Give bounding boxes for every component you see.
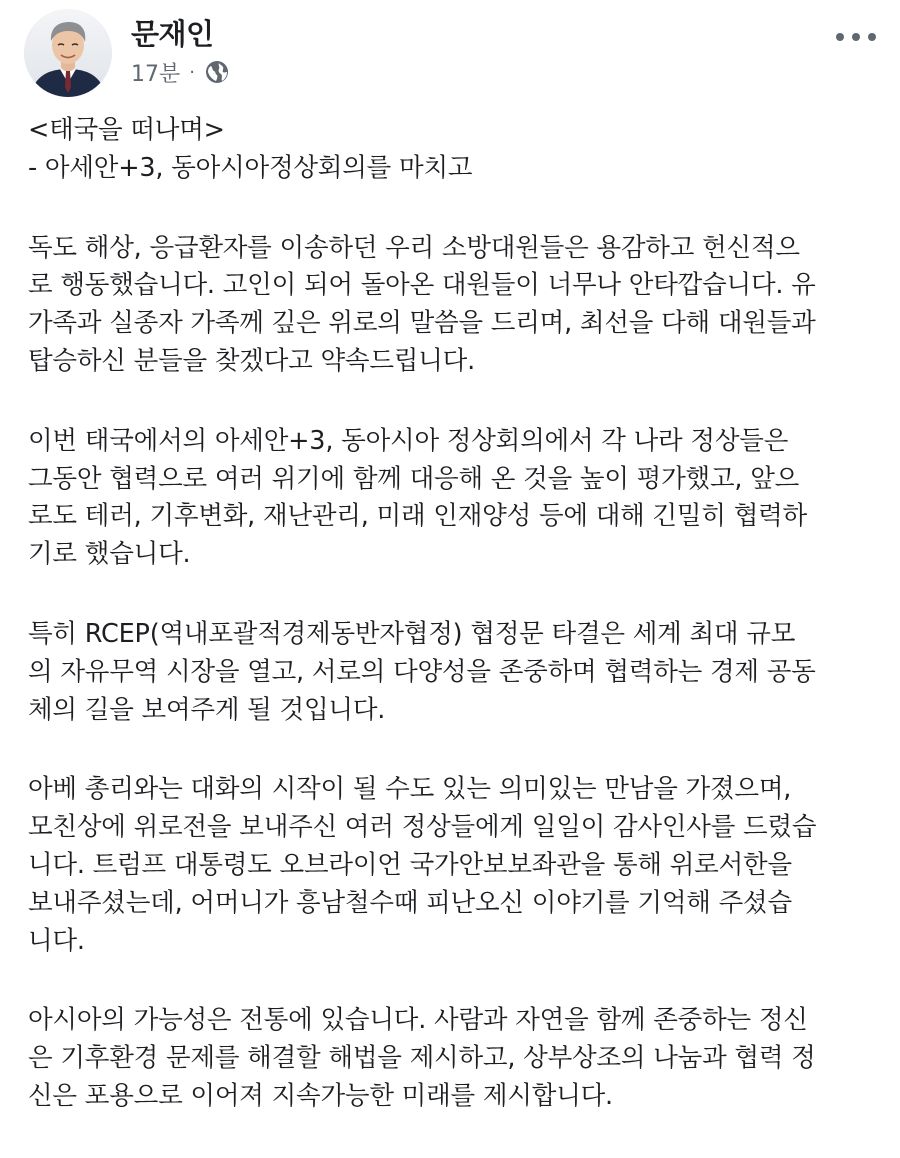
post-header [0,0,900,100]
globe-icon[interactable] [204,59,230,85]
post-paragraph-3 [28,616,878,729]
post-line: 은 기후환경 문제를 해결할 해법을 제시하고, 상부상조의 나눔과 협력 정 [28,1043,816,1074]
timestamp[interactable]: 17분 [131,61,181,87]
more-horizontal-icon-dot [836,33,844,41]
post-line: 로 행동했습니다. 고인이 되어 돌아온 대원들이 너무나 안타깝습니다. 유 [28,270,816,301]
post-line: 독도 해상, 응급환자를 이송하던 우리 소방대원들은 용감하고 헌신적으 [28,232,800,263]
post-line: 보내주셨는데, 어머니가 흥남철수때 피난오신 이야기를 기억해 주셨습 [28,887,792,918]
more-options-button[interactable] [836,26,876,48]
post-line: 의 자유무역 시장을 열고, 서로의 다양성을 존중하며 협력하는 경제 공동 [28,656,816,687]
post-line: 특히 RCEP(역내포괄적경제동반자협정) 협정문 타결은 세계 최대 규모 [28,618,796,649]
post-paragraph-1 [28,230,878,381]
post-line: - 아세안+3, 동아시아정상회의를 마치고 [28,152,473,183]
post-line: 그동안 협력으로 여러 위기에 함께 대응해 온 것을 높이 평가했고, 앞으 [28,463,800,494]
post-intro [28,112,878,188]
post-line: 가족과 실종자 가족께 깊은 위로의 말씀을 드리며, 최선을 다해 대원들과 [28,308,816,339]
post-line: <태국을 떠나며> [28,115,225,145]
meta-separator: · [189,61,195,83]
post-line: 아베 총리와는 대화의 시작이 될 수도 있는 의미있는 만남을 가졌으며, [28,774,792,805]
avatar-image [24,9,112,97]
more-horizontal-icon-dot [868,33,876,41]
author-name[interactable]: 문재인 [131,17,214,51]
post-line: 신은 포용으로 이어져 지속가능한 미래를 제시합니다. [28,1080,613,1111]
post-body [28,112,878,1158]
post-line: 아시아의 가능성은 전통에 있습니다. 사람과 자연을 함께 존중하는 정신 [28,1005,808,1036]
avatar[interactable] [24,9,112,97]
post-meta [131,58,230,86]
more-horizontal-icon-dot [852,33,860,41]
post-line: 모친상에 위로전을 보내주신 여러 정상들에게 일일이 감사인사를 드렸습 [28,812,817,843]
post-paragraph-2 [28,423,878,574]
post-line: 이번 태국에서의 아세안+3, 동아시아 정상회의에서 각 나라 정상들은 [28,425,789,456]
post-line: 체의 길을 보여주게 될 것입니다. [28,694,386,725]
post-paragraph-4 [28,771,878,960]
post-line: 로도 테러, 기후변화, 재난관리, 미래 인재양성 등에 대해 긴밀히 협력하 [28,501,807,532]
post-paragraph-5 [28,1002,878,1115]
post-line: 탑승하신 분들을 찾겠다고 약속드립니다. [28,345,475,376]
post-line: 니다. [28,925,85,956]
post-line: 기로 했습니다. [28,539,191,570]
post-line: 니다. 트럼프 대통령도 오브라이언 국가안보보좌관을 통해 위로서한을 [28,849,792,880]
